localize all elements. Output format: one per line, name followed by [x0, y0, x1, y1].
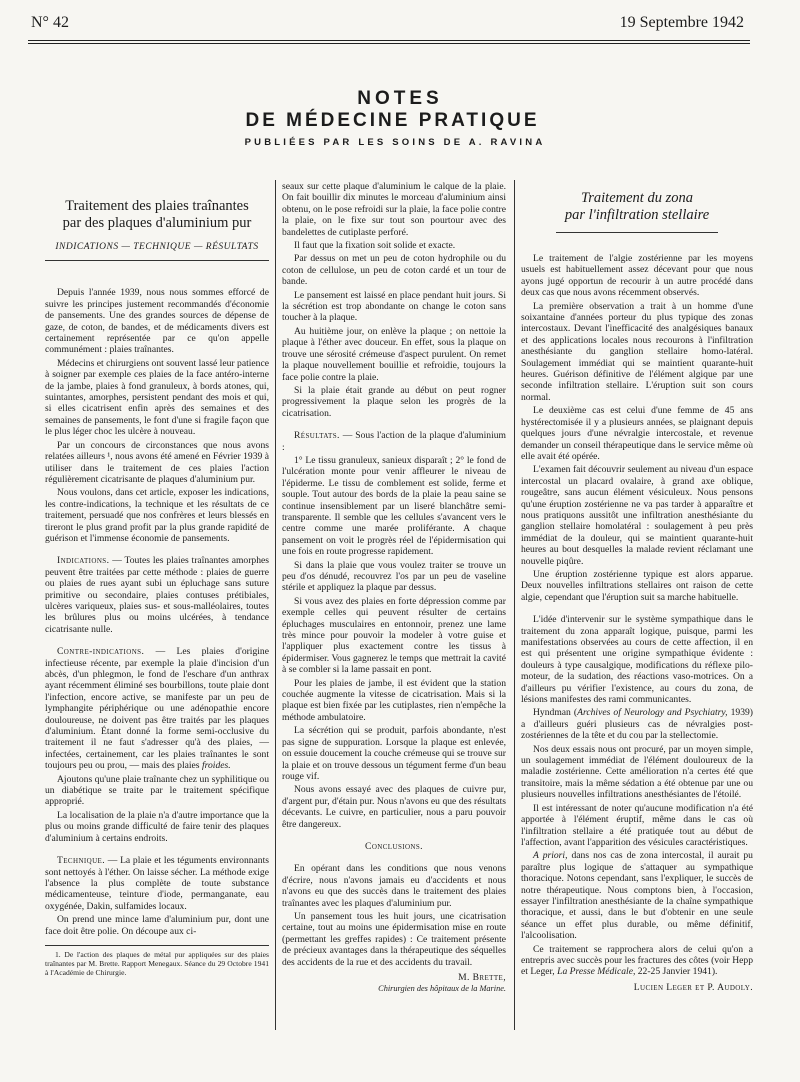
article1-paragraph: Pour les plaies de jambe, il est évident que la station couchée augmente la vitesse de cicatrisation. Mais si la plaque est bien fixée par les cutiplastes, rien n'empêche la méthode ambulatoire. [282, 677, 506, 723]
spacer [45, 637, 269, 646]
hyndman-text-a: Hyndman ( [533, 707, 578, 719]
article1-paragraph: La localisation de la plaie n'a d'autre importance que la plus ou moins grande difficulté de faire tenir des plaques d'aluminium à certains endroits. [45, 809, 269, 844]
hyndman-text-b: 1939) a d'ailleurs guéri plusieurs cas de névralgies post-zostériennes de la tête et du cou par la stellectomie. [521, 707, 753, 742]
article1-paragraph: Le pansement est laissé en place pendant huit jours. Si la sécrétion est trop abondante on change le coton sans toucher à la plaque. [282, 289, 506, 324]
indications-paragraph [45, 555, 269, 635]
indications-label: Indications. [57, 555, 110, 567]
article2-paragraph: Nos deux essais nous ont procuré, par un moyen simple, un soulagement immédiat de l'élément douloureux de la maladie zostérienne. Cette amélioration n'a certes été que transitoire, mais la même sédation a été obtenue par une ou plusieurs nouvelles infiltrations anesthésiantes de l'étoilé. [521, 743, 753, 801]
header-rule-thin [28, 43, 750, 44]
article1-paragraph: On prend une mince lame d'aluminium pur, dont une face doit être polie. On découpe aux ci- [45, 914, 269, 937]
conclusion-text-a: Ce traitement se rapprochera alors de celui qu'on a entrepris avec succès pour les fractures des côtes (voir Hepp et Leger, [521, 943, 753, 978]
article1-paragraph: Par un concours de circonstances que nous avons relatées ailleurs ¹, nous avons été amené en Février 1939 à utiliser dans le traitement de ces plaies l'action régulièrement cicatrisante de plaques d'aluminium pur. [45, 439, 269, 485]
article1-paragraph: Si dans la plaie que vous voulez traiter se trouve un peu d'os dénudé, recouvrez l'os par un peu de vaseline stérile et appliquez la plaque par dessus. [282, 559, 506, 594]
column-divider-left [275, 180, 276, 1030]
column-1 [45, 181, 269, 977]
article1-paragraph: Médecins et chirurgiens ont souvent lassé leur patience à soigner par exemple ces plaies de la face antéro-interne de la jambe, plaies à fond granuleux, à bords atones, qui, suintantes, amorphes, persistent pendant des mois et qui, si elles cicatrisent enfin après des semaines et des semaines de pansements, le font d'une si fragile façon que le plus léger choc les ulcère à nouveau. [45, 357, 269, 438]
article1-paragraph: seaux sur cette plaque d'aluminium le calque de la plaie. On fait bouillir dix minutes le morceau d'aluminium ainsi obtenu, on le pose refroidi sur la plaie, la face polie contre la plaie, on le fixe sur tout son pourtour avec des bandelettes de cutiplaste perforé. [282, 181, 506, 238]
article1-paragraph: Au huitième jour, on enlève la plaque ; on nettoie la plaque à l'éther avec douceur. En effet, sous la plaque on trouve une sérosité crémeuse d'aspect purulent. On remet la plaque nouvellement bouillie et refroidie, toujours la face polie contre la plaie. [282, 325, 506, 383]
article1-paragraph: Un pansement tous les huit jours, une cicatrisation certaine, tout au moins une épidermisation mise en route (permettant les greffes rapides) : Ce traitement présente de précieux avantages dans la thérapeutique des séquelles des accidents de la rue et des accidents du travail. [282, 910, 506, 968]
a-priori-italic: A priori, [533, 850, 568, 862]
article1-paragraph: En opérant dans les conditions que nous venons d'écrire, nous n'avons jamais eu d'accidents et nous n'avons eu que des succès dans le traitement des plaies traînantes avec les plaques d'aluminium pur. [282, 863, 506, 909]
article2-paragraph: L'examen fait découvrir seulement au niveau d'un espace intercostal un placard ovalaire, à grand axe oblique, rougeâtre, sans aucun élément vésiculeux. Nous pensons qu'une éruption zostérienne ne va pas tarder à apparaître et nous pratiquons aussitôt une infiltration anesthésiante du ganglion stellaire homolatéral : soulagement à peu près immédiat de la douleur, qui se maintient quarante-huit heures au bout desquelles la malade revient réclamant une nouvelle piqûre. [521, 464, 753, 567]
page-number: N° 42 [31, 14, 69, 31]
article1-paragraph: Par dessus on met un peu de coton hydrophile ou du coton de cellulose, un peu de coton cardé et un tour de bande. [282, 253, 506, 288]
article2-title-line1: Traitement du zona [581, 190, 693, 206]
article1-paragraph: Il faut que la fixation soit solide et exacte. [294, 240, 456, 252]
article2-signature: Lucien Leger et P. Audoly. [633, 981, 753, 993]
technique-paragraph [45, 855, 269, 912]
conclusion-text-b: 22-25 Janvier 1941). [635, 966, 718, 978]
conclusions-heading: Conclusions. [365, 840, 423, 852]
article1-paragraph: Nous avons essayé avec des plaques de cuivre pur, d'argent pur, d'étain pur. Nous n'avons eu que des résultats décevants. Le cuivre, en particulier, nous a paru pouvoir être dangereux. [282, 784, 506, 830]
issue-date: 19 Septembre 1942 [619, 14, 744, 31]
article2-paragraph [521, 850, 753, 941]
article1-signature: M. Brette, [458, 972, 506, 983]
article2-paragraph: L'idée d'intervenir sur le système sympathique dans le traitement du zona apparaît logique, puisque, parmi les manifestations observées au cours de cette affection, il en est qui présentent une origine sympathique évidente : douleurs à type causalgique, modifications du réflexe pilo-moteur, de la sudation, des réactions vaso-motrices. On a d'ailleurs pu vérifier l'existence, au cours du zona, de lésions manifestes des rami communicantes. [521, 614, 753, 706]
article2-title [521, 190, 753, 224]
article2-title-line2: par l'infiltration stellaire [564, 207, 710, 223]
contraindications-text: — Les plaies d'origine infectieuse récente, par exemple la plaie d'incision d'un abcès, d'un phlegmon, le fond de l'eschare d'un anthrax ayant récemment éliminé ses bourbillons, toute plaie dont l'infection, encore active, se manifeste par un peu de lymphangite périphérique ou une adénopathie encore douloureuse, ne doivent pas être traités par les plaques d'aluminium. Étant donné la forme semi-occlusive du traitement il ne faut s'adresser qu'à des plaies, — infectées, certainement, car les plaies traînantes le sont toujours peu ou prou, — mais des plaies [45, 646, 269, 772]
article1-separator [45, 260, 269, 261]
article1-paragraph: Si vous avez des plaies en forte dépression comme par exemple celles qui peuvent résulter de certains épluchages musculaires en entonnoir, prenez une lame très mince pour pouvoir la modeler à votre guise et l'appliquer plus exactement contre les tissus à épidermiser. Vous gagnerez le temps que mettrait la cavité à se combler si la lame passait en pont. [282, 595, 506, 676]
results-paragraph [282, 430, 506, 453]
results-label: Résultats. [294, 430, 340, 442]
contraindications-italic: froides. [201, 760, 231, 772]
spacer [45, 846, 269, 855]
technique-label: Technique. [57, 855, 106, 867]
article1-paragraph: Nous voulons, dans cet article, exposer les indications, les contre-indications, la technique et les résultats de ce traitement, persuadé que nos confrères et leurs blessés en tireront le plus grand profit par la plus grande rapidité de guérison et l'immense économie de pansements. [45, 487, 269, 544]
column-2 [282, 181, 506, 995]
masthead-subtitle: PUBLIÉES PAR LES SOINS DE A. RAVINA [244, 137, 546, 148]
presse-medicale: La Presse Médicale, [557, 966, 636, 978]
a-priori-text: dans nos cas de zona intercostal, il aurait pu paraître plus logique de s'attaquer au sympathique thoracique. Notons cependant, sans l'expliquer, le succès de notre thérapeutique. Nous comptons bien, à l'occasion, essayer l'infiltration anesthésiante de la chaîne sympathique thoracique, et aussi, dans le but d'obtenir en une seule séance un effet plus durable, ou même définitif, l'alcoolisation. [521, 850, 753, 942]
article1-title-line1: Traitement des plaies traînantes [65, 198, 249, 214]
article2-paragraph: Le traitement de l'algie zostérienne par les moyens usuels est habituellement assez décevant pour que nous ayons jugé opportun de recourir à un autre procédé dans deux cas que nous avons récemment observés. [521, 253, 753, 299]
contraindications-label: Contre-indications. [57, 646, 145, 658]
article1-paragraph: Si la plaie était grande au début on peut rogner progressivement la plaque selon les progrès de la cicatrisation. [282, 384, 506, 419]
article2-separator [556, 232, 718, 233]
article2-paragraph: Il est intéressant de noter qu'aucune modification n'a été apportée à l'élément éruptif, même dans le cas où l'infiltration stellaire a été pratiquée tout au début de l'affection, avant l'apparition des vésicules caractéristiques. [521, 802, 753, 848]
spacer [282, 421, 506, 430]
article1-title-line2: par des plaques d'aluminium pur [62, 215, 252, 231]
article2-paragraph: La première observation a trait à un homme d'une soixantaine d'années porteur du plus typique des zonas intercostaux. Devant l'inefficacité des analgésiques banaux et des applications locales nous recourons à l'infiltration anesthésiante du ganglion stellaire homo-latéral. Soulagement immédiat qui se maintient quarante-huit heures. Guérison définitive de l'élément algique par une seconde infiltration stellaire. L'éruption suit son cours normal. [521, 300, 753, 403]
contraindications-paragraph [45, 646, 269, 771]
spacer [282, 832, 506, 841]
indications-text: — Toutes les plaies traînantes amorphes peuvent être traitées par cette méthode : plaies de guerre ou plaies de rues ayant subi un épluchage sans suture primitive ou secondaire, plaies contuses prétibiales, ulcères variqueux, plaies sus- et sous-malléolaires, toutes les brûlures plus ou moins ulcérées, à tendance cicatrisante nulle. [45, 555, 269, 635]
footnote: 1. De l'action des plaques de métal pur appliquées sur des plaies traînantes par M. Brette. Rapport Menegaux. Séance du 29 Octobre 1941 à l'Académie de Chirurgie. [45, 949, 269, 977]
article1-paragraph: Ajoutons qu'une plaie traînante chez un syphilitique ou un diabétique se traite par le traitement spécifique approprié. [45, 773, 269, 808]
spacer [521, 605, 753, 614]
column-divider-right [514, 180, 515, 1030]
column-3 [521, 181, 753, 993]
article2-paragraph: Une éruption zostérienne typique est alors apparue. Deux nouvelles infiltrations stellaires ont raison de cette algie, cependant que l'éruption suit sa marche habituelle. [521, 568, 753, 603]
spacer [45, 546, 269, 555]
article2-paragraph [521, 944, 753, 978]
article1-paragraph: 1° Le tissu granuleux, sanieux disparaît ; 2° le fond de l'ulcération monte pour venir affleurer le niveau de l'épiderme. Le tissu de comblement est solide, ferme et souple. Tout autour des bords de la plaie la peau saine se continue insensiblement par un liseré blanchâtre semi-transparente. Il semble que les cellules s'avancent vers le centre comme une marée proliférante. A chaque pansement on voit le progrès réel de l'épidermisation qui une fois en route progresse rapidement. [282, 454, 506, 558]
article1-subheading: INDICATIONS — TECHNIQUE — RÉSULTATS [55, 242, 259, 252]
masthead-title-line1: NOTES [357, 88, 443, 109]
article1-signature-affiliation: Chirurgien des hôpitaux de la Marine. [378, 984, 506, 994]
article2-paragraph: Le deuxième cas est celui d'une femme de 45 ans hystérectomisée il y a plusieurs années, se plaignant depuis quelques jours d'une névralgie intercostale, et revenue demander un conseil thérapeutique dans le service même où elle avait été opérée. [521, 405, 753, 462]
article1-title [45, 198, 269, 232]
article2-paragraph [521, 707, 753, 741]
hyndman-journal: Archives of Neurology and Psychiatry, [577, 707, 728, 719]
article1-paragraph: La sécrétion qui se produit, parfois abondante, n'est pas signe de suppuration. Lorsque la plaque est enlevée, on essuie doucement la couche crémeuse qui se trouve sur la plaie et on trouve dessous un tégument ferme d'un beau rouge vif. [282, 725, 506, 782]
footnote-rule [45, 945, 269, 946]
article1-paragraph: Depuis l'année 1939, nous nous sommes efforcé de suivre les principes justement recommandés d'économie de pansements. Une des grandes sources de dépense de gaze, de coton, de bandes, et de médicaments divers est certainement représentée par ce qu'on appelle communément : plaies traînantes. [45, 287, 269, 356]
results-text: — Sous l'action de la plaque d'aluminium : [282, 430, 506, 453]
technique-text: — La plaie et les téguments environnants sont nettoyés à l'éther. On laisse sécher. La méthode exige l'absence la plus complète de toute substance médicamenteuse, teinture d'iode, permanganate, eau oxygénée, Dakin, sulfamides locaux. [45, 855, 269, 912]
masthead-title-line2: DE MÉDECINE PRATIQUE [245, 110, 540, 131]
spacer [282, 854, 506, 863]
header-rule [28, 40, 750, 41]
